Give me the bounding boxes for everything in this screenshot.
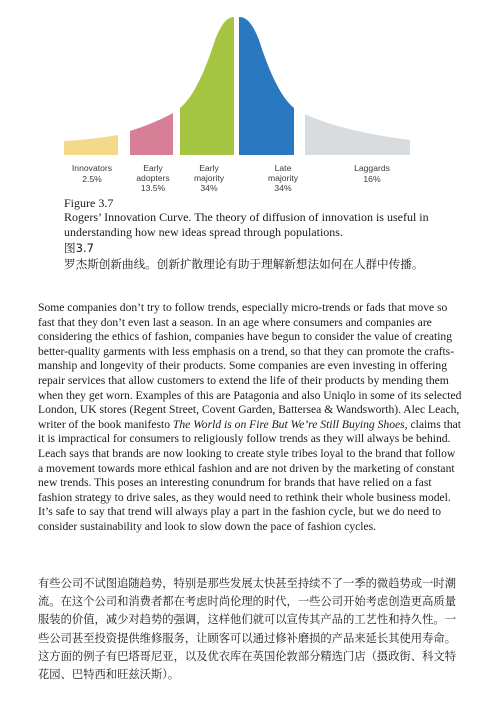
laggards-label: Laggards [354, 163, 390, 173]
early-adopters-share: 13.5% [140, 183, 166, 193]
early-adopters-label-line1: Early [143, 163, 163, 173]
laggards-segment [305, 114, 410, 155]
body-en-part1: Some companies don’t try to follow trends, especially micro-trends or fads that move so fast that they don’t even last a season. In an age where consumers and companies are considering the ethics of fashion, companies have begun to consider the value of creating better-quality garments with less emphasis on a trend, so that they can promote the crafts-manship and longevity of their products. Some companies are even investing in offering repair services that allow customers to extend the life of their products by mending them when they get worn. Examples of this are Patagonia and also Uniqlo in some of its selected London, UK stores (Regent Street, Covent Garden, Battersea & Wandsworth). Alec Leach, writer of the book manifesto [38, 301, 462, 431]
innovation-curve-figure [0, 0, 500, 200]
late-majority-segment [239, 17, 294, 155]
body-en-part2: , claims that it is impractical for consumers to religiously follow trends as they will always be behind. Leach says that brands are now looking to create style tribes loyal to the brand that follow a movement towards more ethical fashion and are not driven by the marketing of constant new trends. This poses an interesting conundrum for brands that have relied on a fast fashion strategy to drive sales, as they would need to rethink their whole business model. It’s safe to say that trend will always play a part in the fashion cycle, but we do need to consider sustainability and look to slow down the pace of fashion cycles. [38, 417, 462, 533]
early-majority-share: 34% [200, 183, 218, 193]
innovators-share: 2.5% [82, 174, 102, 184]
late-majority-label-line1: Late [274, 163, 292, 173]
innovators-label: Innovators [71, 163, 113, 173]
innovators-segment [64, 135, 118, 155]
figure-caption-text-zh: 罗杰斯创新曲线。创新扩散理论有助于理解新想法如何在人群中传播。 [64, 257, 424, 271]
book-title: The World is on Fire But We’re Still Buying Shoes [172, 417, 405, 431]
laggards-share: 16% [363, 174, 381, 184]
late-majority-share: 34% [274, 183, 292, 193]
figure-caption-text-en: Rogers’ Innovation Curve. The theory of diffusion of innovation is useful in understanding how new ideas spread through populations. [64, 210, 429, 239]
early-majority-segment [180, 17, 234, 155]
early-adopters-label-line2: adopters [136, 173, 170, 183]
figure-caption-label-en: Figure 3.7 [64, 196, 114, 210]
body-paragraph-zh: 有些公司不试图追随趋势，特别是那些发展太快甚至持续不了一季的微趋势或一时潮流。在这个公司和消费者都在考虑时尚伦理的时代，一些公司开始考虑创造更高质量服装的价值，减少对趋势的强调，这样他们就可以宣传其产品的工艺性和持久性。一些公司甚至投资提供维修服务，让顾客可以通过修补磨损的产品来延长其使用寿命。这方面的例子有巴塔哥尼亚，以及优衣库在英国伦敦部分精选门店（摄政街、科文特花园、巴特西和旺兹沃斯）。 [38, 577, 456, 682]
figure-caption-label-zh: 图3.7 [64, 241, 95, 255]
late-majority-label-line2: majority [267, 173, 299, 183]
early-majority-label-line2: majority [193, 173, 225, 183]
early-adopters-segment [130, 113, 173, 155]
body-paragraph-en [38, 301, 462, 535]
early-majority-label-line1: Early [199, 163, 219, 173]
